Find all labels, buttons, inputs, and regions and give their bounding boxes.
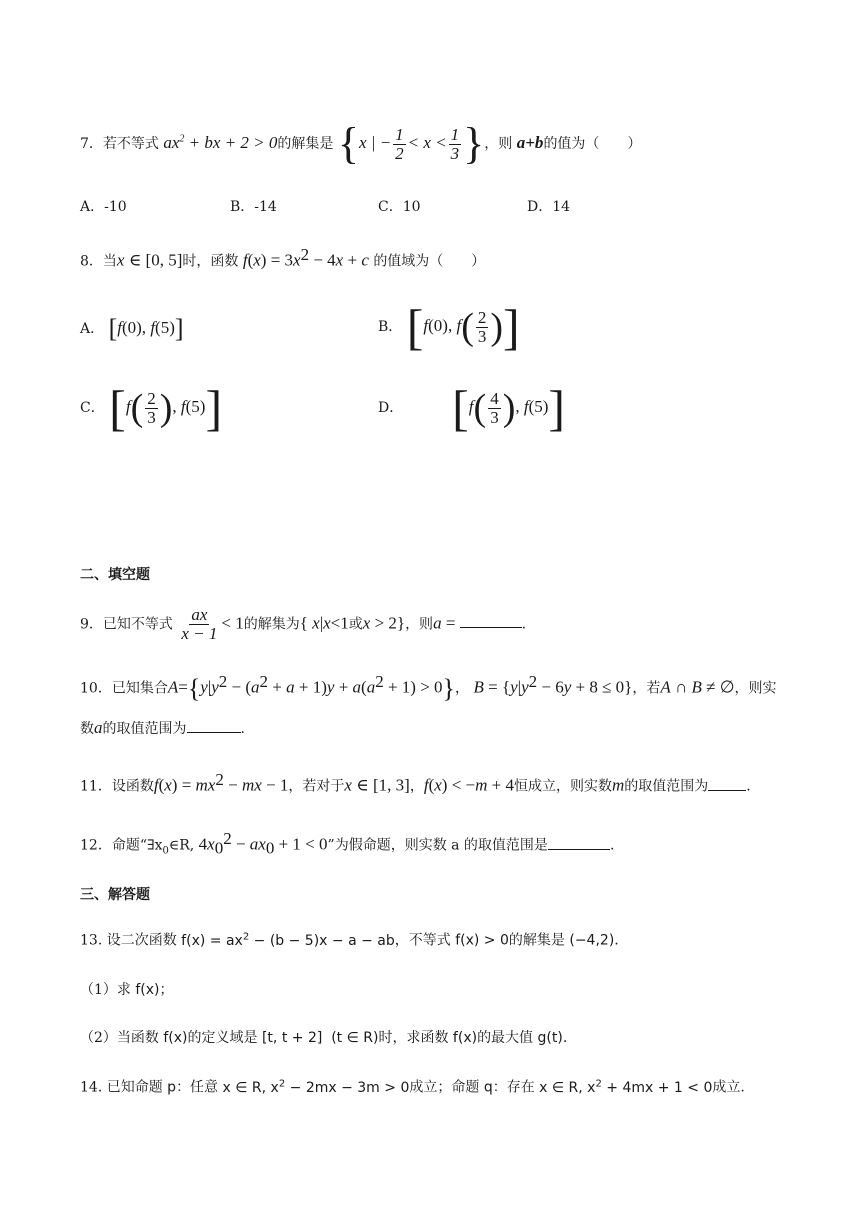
question-12: 12．命题“$\exists x_0\in R$, $4x_0^2 - ax_0 + 1 < 0$”为假命题，则实数 a 的取值范围是 . <box>80 829 615 858</box>
q8-option-d[interactable]: D． [f( $\frac{4}{3}$ ), f(5)] <box>378 380 566 436</box>
question-9: 9．已知不等式 $\frac{ax}{x - 1}$ < 1的解集为{ x|x<1或x > 2}，则a = . <box>80 605 527 643</box>
question-13-part-1: （1）求 f(x)； <box>80 982 174 998</box>
q8-option-c[interactable]: C． [f( $\frac{2}{3}$ ), f(5)] <box>80 380 223 436</box>
q9-answer-blank[interactable] <box>460 613 522 628</box>
q8-option-a[interactable]: A． [f(0), f(5)] <box>80 314 184 343</box>
q10-answer-blank[interactable] <box>187 718 241 733</box>
question-10-line-2: 数a的取值范围为 . <box>80 718 245 737</box>
question-10: 10．已知集合$A=\{y|y^2 - (a^2 + a + 1)y + a(a^2 + 1) > 0\}$， $B = \{y|y^2 - 6y + 8 \le 0\}$，若A ∩ B ≠ ∅，则实 <box>80 672 777 703</box>
question-11: 11．设函数$f(x) = mx^2$ − mx − 1，若对于x ∈ [1, 3]，f(x) < −m + 4恒成立，则实数m的取值范围为 . <box>80 770 751 795</box>
q7-number: 7． <box>80 136 103 152</box>
q8-domain: x <box>116 250 125 270</box>
q7-option-b[interactable]: B．-14 <box>230 199 277 215</box>
section-solve-heading: 三、解答题 <box>80 887 150 903</box>
question-14: 14. 已知命题 p：任意 x ∈ R, $x^2 - 2mx - 3m > 0$成立；命题 q：存在 x ∈ R, $x^2 + 4mx + 1 < 0$成立. <box>80 1078 745 1096</box>
q7-inequality: $ax^2$ + bx + 2 > 0 <box>163 133 278 152</box>
q7-solution-set: x | − $\frac{1}{2}$ < x < $\frac{1}{3}$ <box>358 124 460 163</box>
question-13-part-2: （2）当函数 f(x)的定义域是 [t, t + 2] (t ∈ R)时，求函数 f(x)的最大值 g(t). <box>80 1030 568 1046</box>
q7-option-a[interactable]: A．-10 <box>80 199 127 215</box>
q11-answer-blank[interactable] <box>708 776 746 791</box>
q7-option-d[interactable]: D．14 <box>527 199 571 215</box>
section-fill-in-heading: 二、填空题 <box>80 567 150 583</box>
q7-expression: a+b <box>516 133 544 152</box>
question-7: 7．若不等式 $ax^2$ + bx + 2 > 0的解集是 {x | − $\frac{1}{2}$ < x < $\frac{1}{3}$ }，则 a+b的值为（ ） <box>80 119 642 168</box>
q8-function: f <box>242 250 248 270</box>
q8-option-b[interactable]: B． [f(0), f( $\frac{2}{3}$ )] <box>378 299 520 355</box>
q7-option-c[interactable]: C．10 <box>378 199 421 215</box>
q12-answer-blank[interactable] <box>548 835 610 850</box>
question-13: 13. 设二次函数 $f(x) = ax^2 - (b - 5)x - a$ − ab，不等式 f(x) > 0的解集是 (−4,2). <box>80 931 619 949</box>
q9-fraction: $\frac{ax}{x - 1}$ <box>181 605 218 643</box>
question-8: 8．当x ∈ [0, 5]时，函数 $f(x) = 3x^2 - 4x + c$ 的值域为（ ） <box>80 245 486 270</box>
